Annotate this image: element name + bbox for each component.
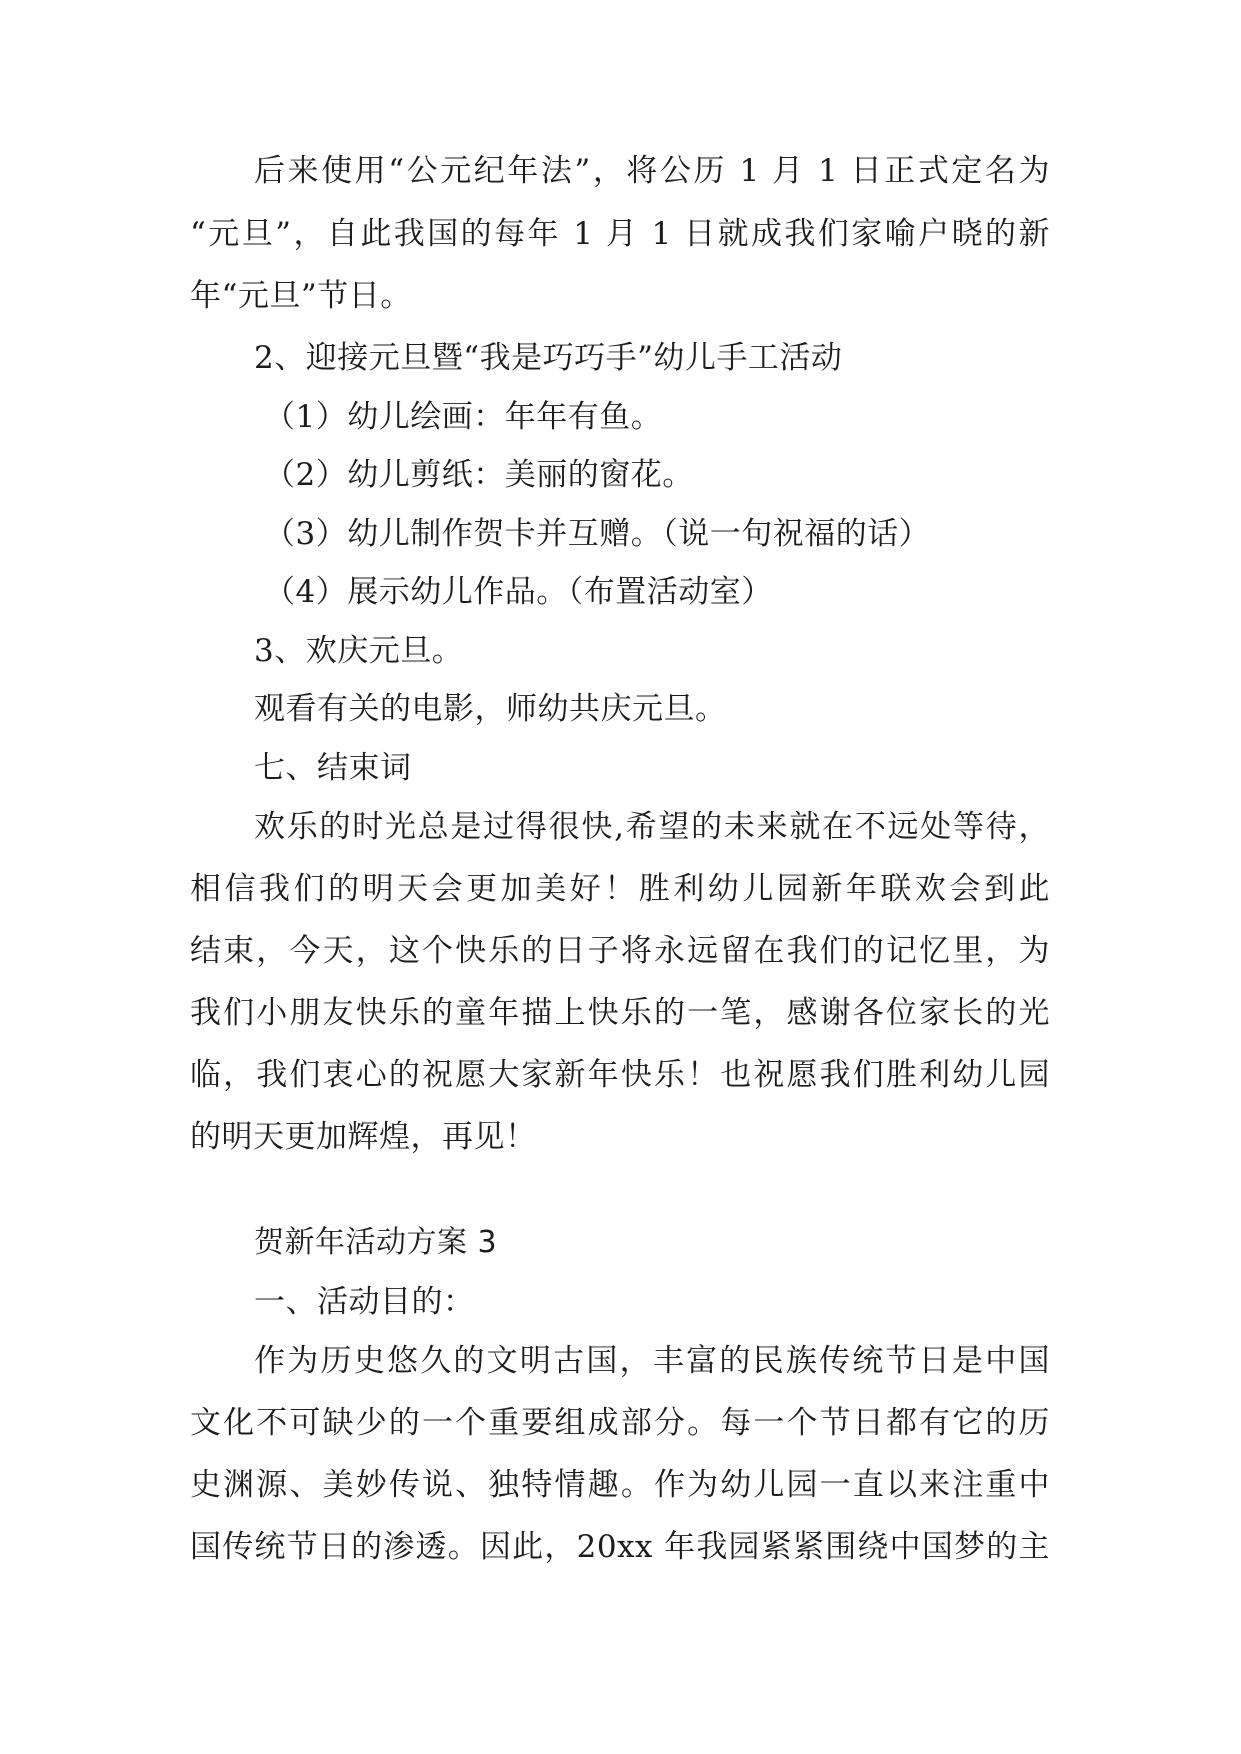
paragraph-line: 后来使用“公元纪年法”，将公历 1 月 1 日正式定名为 bbox=[254, 153, 1050, 189]
section-heading: 一、活动目的： bbox=[254, 1284, 475, 1320]
sub-list-item: （2）幼儿剪纸：美丽的窗花。 bbox=[264, 457, 694, 493]
paragraph-line: 的明天更加辉煌，再见！ bbox=[190, 1119, 537, 1155]
paragraph-line: 史渊源、美妙传说、独特情趣。作为幼儿园一直以来注重中 bbox=[190, 1467, 1050, 1503]
document-section-title: 贺新年活动方案 3 bbox=[254, 1225, 498, 1260]
paragraph-line: 观看有关的电影，师幼共庆元旦。 bbox=[254, 691, 727, 727]
paragraph-line: 欢乐的时光总是过得很快,希望的未来就在不远处等待， bbox=[254, 809, 1050, 845]
paragraph-line: “元旦”，自此我国的每年 1 月 1 日就成我们家喻户晓的新 bbox=[190, 216, 1050, 252]
list-item-heading: 3、欢庆元旦。 bbox=[254, 633, 464, 669]
paragraph-line: 我们小朋友快乐的童年描上快乐的一笔，感谢各位家长的光 bbox=[190, 995, 1050, 1031]
paragraph-line: 年“元旦”节日。 bbox=[190, 278, 412, 314]
section-heading: 七、结束词 bbox=[254, 750, 412, 786]
paragraph-line: 相信我们的明天会更加美好！胜利幼儿园新年联欢会到此 bbox=[190, 871, 1050, 907]
sub-list-item: （1）幼儿绘画：年年有鱼。 bbox=[264, 399, 663, 435]
sub-list-item: （4）展示幼儿作品。（布置活动室） bbox=[264, 574, 773, 610]
paragraph-line: 国传统节日的渗透。因此，20xx 年我园紧紧围绕中国梦的主 bbox=[190, 1529, 1050, 1565]
paragraph-line: 结束，今天，这个快乐的日子将永远留在我们的记忆里，为 bbox=[190, 933, 1050, 969]
list-item-heading: 2、迎接元旦暨“我是巧巧手”幼儿手工活动 bbox=[254, 340, 843, 376]
paragraph-line: 作为历史悠久的文明古国，丰富的民族传统节日是中国 bbox=[254, 1343, 1050, 1379]
paragraph-line: 文化不可缺少的一个重要组成部分。每一个节日都有它的历 bbox=[190, 1405, 1050, 1441]
sub-list-item: （3）幼儿制作贺卡并互赠。（说一句祝福的话） bbox=[264, 516, 931, 552]
paragraph-line: 临，我们衷心的祝愿大家新年快乐！也祝愿我们胜利幼儿园 bbox=[190, 1057, 1050, 1093]
